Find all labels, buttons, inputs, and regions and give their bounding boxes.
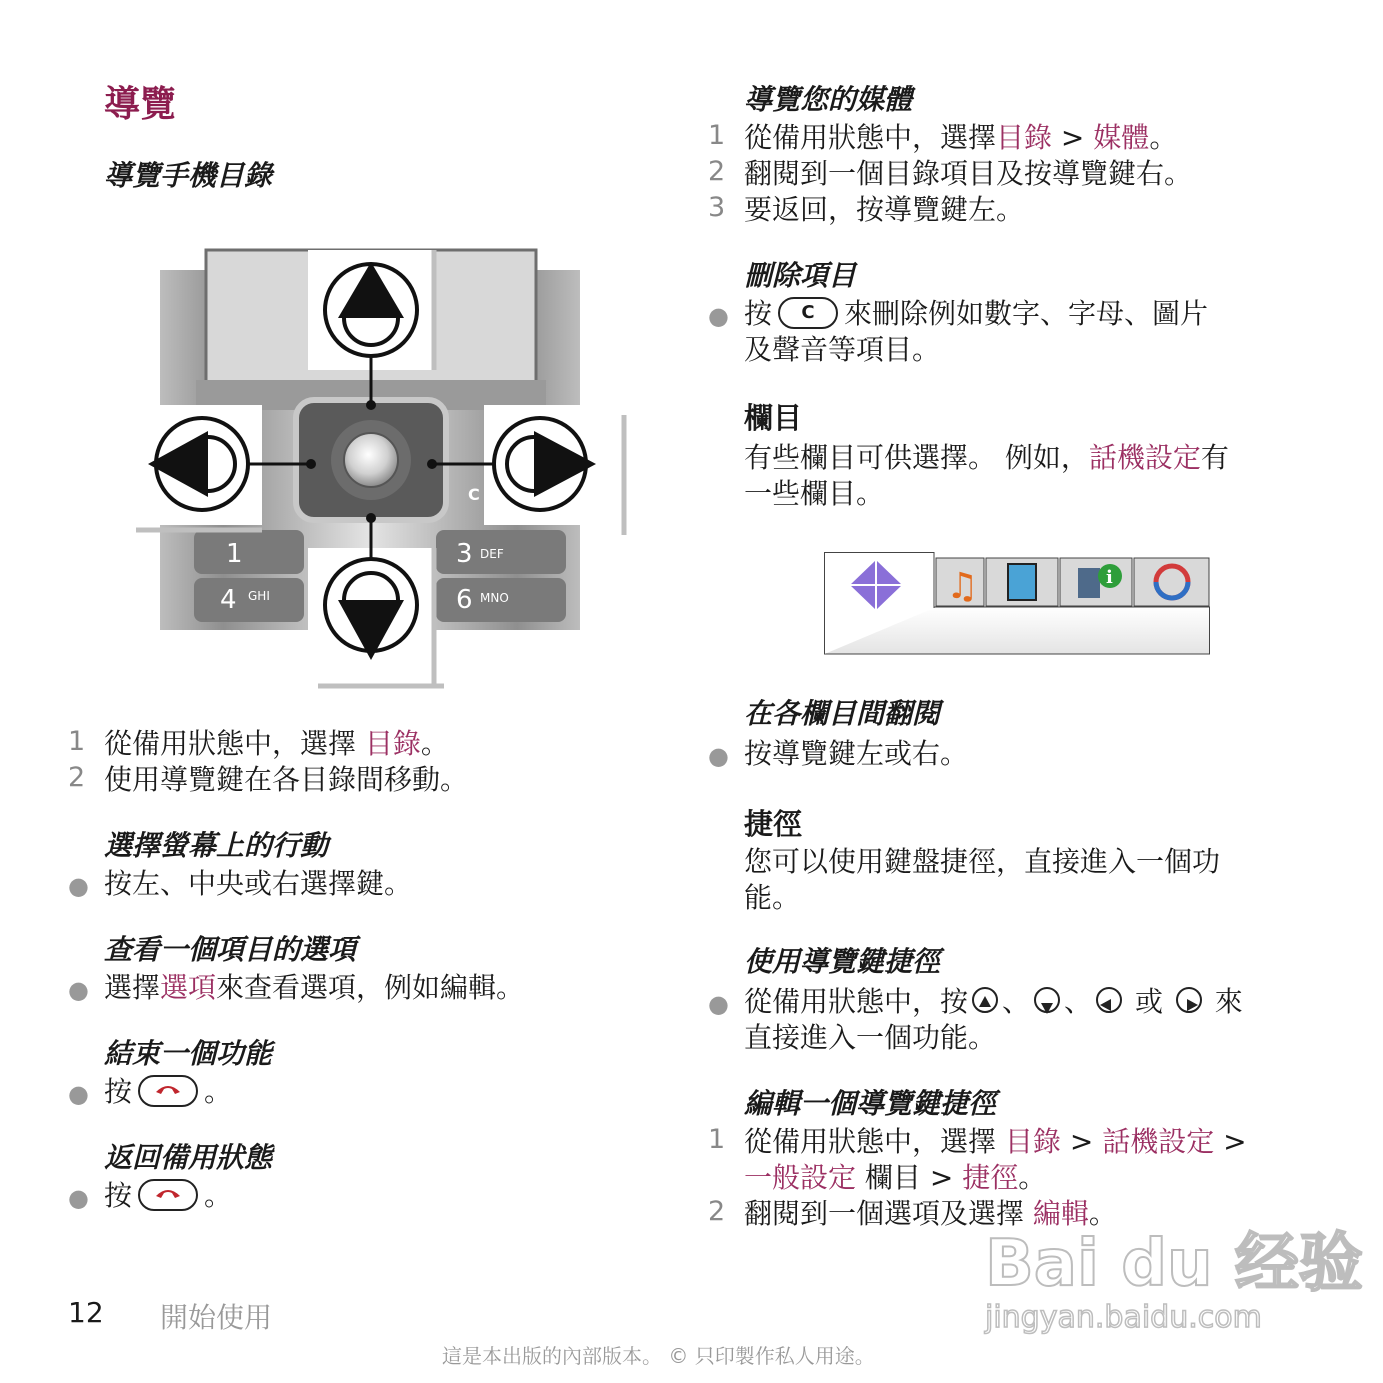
list-item xyxy=(708,120,1348,156)
menu-link: 目錄 xyxy=(996,121,1053,154)
page-number: 12 xyxy=(68,1296,104,1329)
bullet-icon: ● xyxy=(68,1080,89,1108)
step-number: 2 xyxy=(708,1196,726,1227)
step-text: 要返回，按導覽鍵左。 xyxy=(744,193,1025,226)
section-name: 開始使用 xyxy=(160,1301,273,1334)
clear-key-icon: C xyxy=(778,297,838,329)
list-item xyxy=(708,1124,1348,1160)
text-segment: 有些欄目可供選擇。 例如， xyxy=(744,441,1089,474)
display-icon xyxy=(1008,564,1036,600)
nav-down-small-icon xyxy=(1034,987,1060,1013)
section-heading-end-function: 結束一個功能 xyxy=(104,1037,273,1070)
list-item xyxy=(708,156,1348,192)
step-text: 使用導覽鍵在各目錄間移動。 xyxy=(104,763,469,796)
center-select-key xyxy=(344,433,398,487)
section-heading-edit-shortcut: 編輯一個導覽鍵捷徑 xyxy=(744,1087,997,1120)
step-text: 從備用狀態中，選擇 xyxy=(744,1125,1005,1158)
separator: > xyxy=(1052,121,1094,154)
bullet-text xyxy=(104,970,524,1006)
section-heading-navigate-menu: 導覽手機目錄 xyxy=(104,159,273,192)
clear-key-label: C xyxy=(468,485,480,504)
paragraph-line xyxy=(744,440,1229,476)
keypad-key-3-letters: DEF xyxy=(480,547,504,561)
keypad-key-4-letters: GHI xyxy=(248,589,270,603)
settings-link: 話機設定 xyxy=(1088,441,1201,474)
step-text: 翻閱到一個選項及選擇 xyxy=(744,1197,1033,1230)
list-item-continuation xyxy=(708,1160,1348,1196)
bullet-icon: ● xyxy=(68,872,89,900)
list-item xyxy=(68,726,628,762)
menu-link: 目錄 xyxy=(364,727,421,760)
general-link: 一般設定 xyxy=(744,1161,857,1194)
bullet-icon: ● xyxy=(708,990,729,1018)
section-heading-select-actions: 選擇螢幕上的行動 xyxy=(104,829,329,862)
section-heading-nav-shortcuts: 使用導覽鍵捷徑 xyxy=(744,945,941,978)
separator: > xyxy=(1214,1125,1247,1158)
text-segment: 來刪除例如數字、字母、圖片 xyxy=(844,297,1209,330)
text-segment: 按 xyxy=(744,297,773,330)
media-link: 媒體 xyxy=(1093,121,1150,154)
separator: 、 xyxy=(1064,985,1093,1018)
list-item xyxy=(708,192,1348,228)
shortcuts-link: 捷徑 xyxy=(962,1161,1019,1194)
keypad-key-1 xyxy=(194,530,304,574)
section-heading-scroll-tabs: 在各欄目間翻閱 xyxy=(744,697,941,730)
keypad-key-6-label: 6 xyxy=(456,585,473,615)
bullet-text xyxy=(744,984,1243,1020)
bullet-text-line2: 及聲音等項目。 xyxy=(744,333,941,366)
keypad-key-4-label: 4 xyxy=(220,585,237,615)
bullet-text-line2: 直接進入一個功能。 xyxy=(744,1021,997,1054)
tab-calls xyxy=(1060,558,1132,606)
media-step-list xyxy=(708,120,1348,228)
text-segment: 從備用狀態中，按 xyxy=(744,985,969,1018)
text-segment: 。 xyxy=(1088,1197,1117,1230)
menu-link: 目錄 xyxy=(1004,1125,1061,1158)
end-call-key-icon xyxy=(138,1179,198,1211)
section-heading-shortcuts: 捷徑 xyxy=(744,807,803,841)
svg-text:i: i xyxy=(1106,567,1113,588)
bullet-icon: ● xyxy=(708,742,729,770)
section-heading-item-options: 查看一個項目的選項 xyxy=(104,933,357,966)
page-title: 導覽 xyxy=(104,84,177,125)
step-number: 1 xyxy=(708,1124,726,1155)
section-heading-navigate-media: 導覽您的媒體 xyxy=(744,83,913,116)
keypad-key-1-label: 1 xyxy=(226,539,243,569)
section-heading-return-standby: 返回備用狀態 xyxy=(104,1141,273,1174)
section-heading-tabs: 欄目 xyxy=(744,401,803,435)
text-segment: 。 xyxy=(204,1075,233,1108)
step-text-end: 。 xyxy=(420,727,449,760)
step-number: 1 xyxy=(708,120,726,151)
text-segment: 或 xyxy=(1134,985,1163,1018)
watermark-brand: Bai du 经验 xyxy=(985,1227,1363,1301)
baidu-watermark xyxy=(985,1215,1363,1335)
nav-right-small-icon xyxy=(1176,987,1202,1013)
text-segment: 有 xyxy=(1200,441,1229,474)
bullet-text: 按左、中央或右選擇鍵。 xyxy=(104,867,413,900)
bullet-text xyxy=(104,1074,232,1110)
tab-sounds xyxy=(936,558,984,607)
tab-bar-illustration xyxy=(824,552,1210,655)
bullet-text xyxy=(104,1178,232,1214)
bullet-icon: ● xyxy=(68,1184,89,1212)
list-item xyxy=(68,762,628,798)
text-segment: 來 xyxy=(1214,985,1243,1018)
footer-note: 這是本出版的內部版本。 © 只印製作私人用途。 xyxy=(442,1344,875,1368)
paragraph-line: 能。 xyxy=(744,881,801,914)
step-text: 從備用狀態中，選擇 xyxy=(104,727,365,760)
tab-connectivity xyxy=(1134,558,1209,606)
text-segment: 。 xyxy=(1018,1161,1047,1194)
edit-link: 編輯 xyxy=(1032,1197,1089,1230)
step-number: 2 xyxy=(68,762,86,793)
text-segment: 來查看選項，例如編輯。 xyxy=(216,971,525,1004)
step-text: 欄目 > xyxy=(856,1161,963,1194)
text-segment: 選擇 xyxy=(104,971,161,1004)
step-text: 翻閱到一個目錄項目及按導覽鍵右。 xyxy=(744,157,1193,190)
bullet-icon: ● xyxy=(708,302,729,330)
nav-up-icon xyxy=(325,262,417,356)
step-number: 3 xyxy=(708,192,726,223)
paragraph-line: 您可以使用鍵盤捷徑，直接進入一個功 xyxy=(744,845,1221,878)
section-heading-delete-items: 刪除項目 xyxy=(744,259,857,292)
bullet-text xyxy=(744,296,1208,332)
keypad-key-3-label: 3 xyxy=(456,539,473,569)
bullet-text: 按導覽鍵左或右。 xyxy=(744,737,969,770)
text-segment: 按 xyxy=(104,1179,133,1212)
text-segment: 。 xyxy=(1149,121,1178,154)
end-call-key-icon xyxy=(138,1075,198,1107)
navigation-key-illustration xyxy=(136,250,636,690)
step-number: 1 xyxy=(68,726,86,757)
bullet-icon: ● xyxy=(68,976,89,1004)
step-number: 2 xyxy=(708,156,726,187)
separator: 、 xyxy=(1002,985,1031,1018)
settings-link: 話機設定 xyxy=(1102,1125,1215,1158)
separator: > xyxy=(1060,1125,1103,1158)
keypad-key-6-letters: MNO xyxy=(480,591,509,605)
watermark-url: jingyan.baidu.com xyxy=(985,1300,1262,1335)
calls-icon xyxy=(1078,568,1100,598)
sounds-note-icon: ♫ xyxy=(946,566,979,607)
step-text: 從備用狀態中，選擇 xyxy=(744,121,997,154)
paragraph-line: 一些欄目。 xyxy=(744,477,885,510)
tab-display xyxy=(986,558,1058,606)
options-link: 選項 xyxy=(160,971,217,1004)
text-segment: 。 xyxy=(204,1179,233,1212)
text-segment: 按 xyxy=(104,1075,133,1108)
left-step-list xyxy=(68,726,628,798)
nav-left-small-icon xyxy=(1096,987,1122,1013)
nav-up-small-icon xyxy=(972,987,998,1013)
